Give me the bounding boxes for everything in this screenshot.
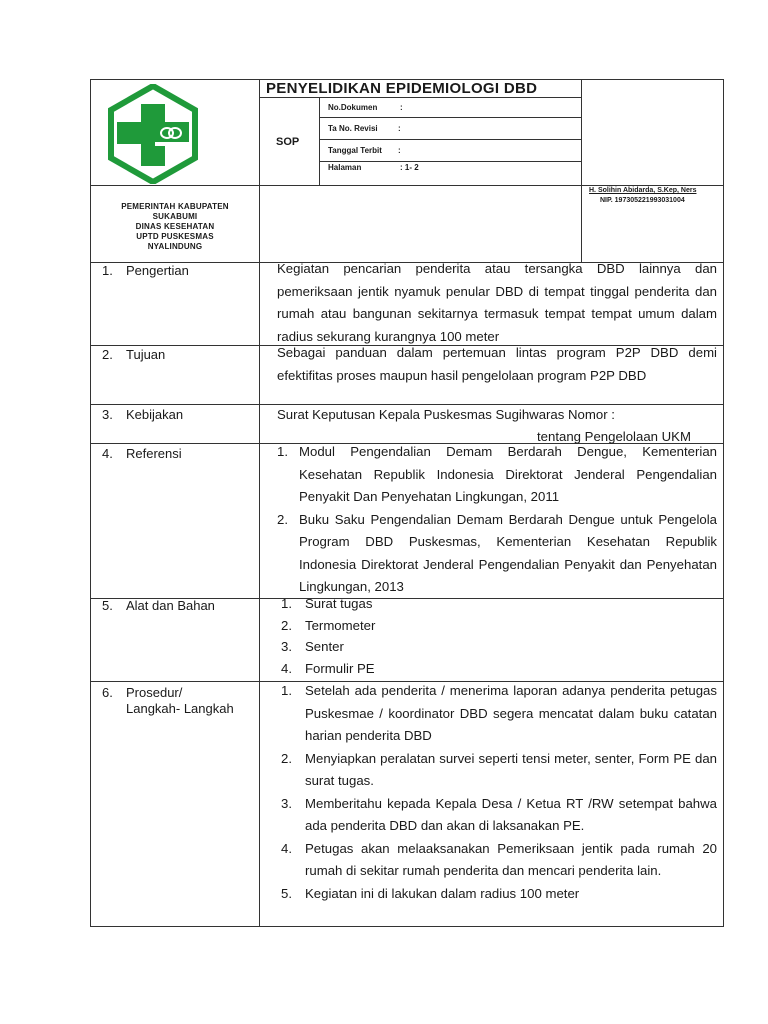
meta-halaman-value: : 1- 2 [400,163,419,172]
signatory-name: H. Solihin Abidarda, S.Kep, Ners [589,187,697,194]
tujuan-text: Sebagai panduan dalam pertemuan lintas program P2P DBD demi efektifitas proses maupun hasil pengelolaan program P2P DBD [277,345,717,383]
organization-name: PEMERINTAH KABUPATEN SUKABUMI DINAS KESEHATAN UPTD PUSKESMAS NYALINDUNG [121,202,229,251]
section-label-prosedur: Prosedur/ Langkah- Langkah [126,685,234,716]
meta-revisi-value: : [398,124,401,133]
meta-tanggal-label: Tanggal Terbit [328,146,382,155]
list-item: 1. Surat tugas [281,596,373,611]
section-number: 6. [102,685,113,700]
section-label-pengertian: Pengertian [126,263,189,278]
list-item: 1. Setelah ada penderita / menerima laporan adanya penderita petugas Puskesmae / koordinator DBD segera mencatat dalam buku catatan harian penderita DBD [281,683,717,743]
section-label-alat: Alat dan Bahan [126,598,215,613]
pengertian-text: Kegiatan pencarian penderita atau tersangka DBD lainnya dan pemeriksaan jentik nyamuk penular DBD di tempat tinggal penderita dan rumah atau bangunan sekitarnya termasuk tempat tempat umum dalam radius sekurang kurangnya 100 meter [277,261,717,344]
meta-no-dokumen-value: : [400,103,403,112]
section-number: 3. [102,407,113,422]
list-item: 3. Senter [281,639,344,654]
kebijakan-line1: Surat Keputusan Kepala Puskesmas Sugihwaras Nomor : [277,407,615,422]
sop-label: SOP [276,136,300,148]
meta-halaman-label: Halaman [328,163,362,172]
section-number: 5. [102,598,113,613]
alat-list [281,593,681,679]
section-label-kebijakan: Kebijakan [126,407,184,422]
list-item: 1. Modul Pengendalian Demam Berdarah Dengue, Kementerian Kesehatan Republik Indonesia Direktorat Jenderal Pengendalian Penyakit Dan Penyehatan Lingkungan, 2011 [277,444,717,504]
section-number: 2. [102,347,113,362]
meta-revisi-label: Ta No. Revisi [328,124,378,133]
puskesmas-logo [103,84,203,184]
meta-no-dokumen-label: No.Dokumen [328,103,378,112]
document-title: PENYELIDIKAN EPIDEMIOLOGI DBD [266,80,538,97]
list-item: 5. Kegiatan ini di lakukan dalam radius 100 meter [281,885,580,901]
list-item: 2. Menyiapkan peralatan survei seperti tensi meter, senter, Form PE dan surat tugas. [281,750,717,788]
list-item: 4. Formulir PE [281,660,375,676]
list-item: 4. Petugas akan melaaksanakan Pemeriksaan jentik pada rumah 20 rumah di sekitar rumah penderita dan mencari penderita lain. [281,840,717,878]
referensi-list [277,441,717,599]
list-item: 2. Termometer [281,617,376,633]
section-number: 1. [102,263,113,278]
kebijakan-line2: tentang Pengelolaan UKM [537,429,691,444]
signatory-nip: NIP. 197305221993031004 [600,197,685,204]
list-item: 2. Buku Saku Pengendalian Demam Berdarah Dengue untuk Pengelola Program DBD Puskesmas, Kementerian Kesehatan Republik Indonesia Direktorat Jenderal Pengendalian Penyakit dan Penyehatan Lingkungan, 2013 [277,511,717,594]
section-label-tujuan: Tujuan [126,347,166,362]
prosedur-list [281,680,717,905]
list-item: 3. Memberitahu kepada Kepala Desa / Ketua RT /RW setempat bahwa ada penderita DBD dan akan di laksanakan PE. [281,795,717,833]
section-number: 4. [102,446,113,461]
section-label-referensi: Referensi [126,446,182,461]
meta-tanggal-value: : [398,146,401,155]
